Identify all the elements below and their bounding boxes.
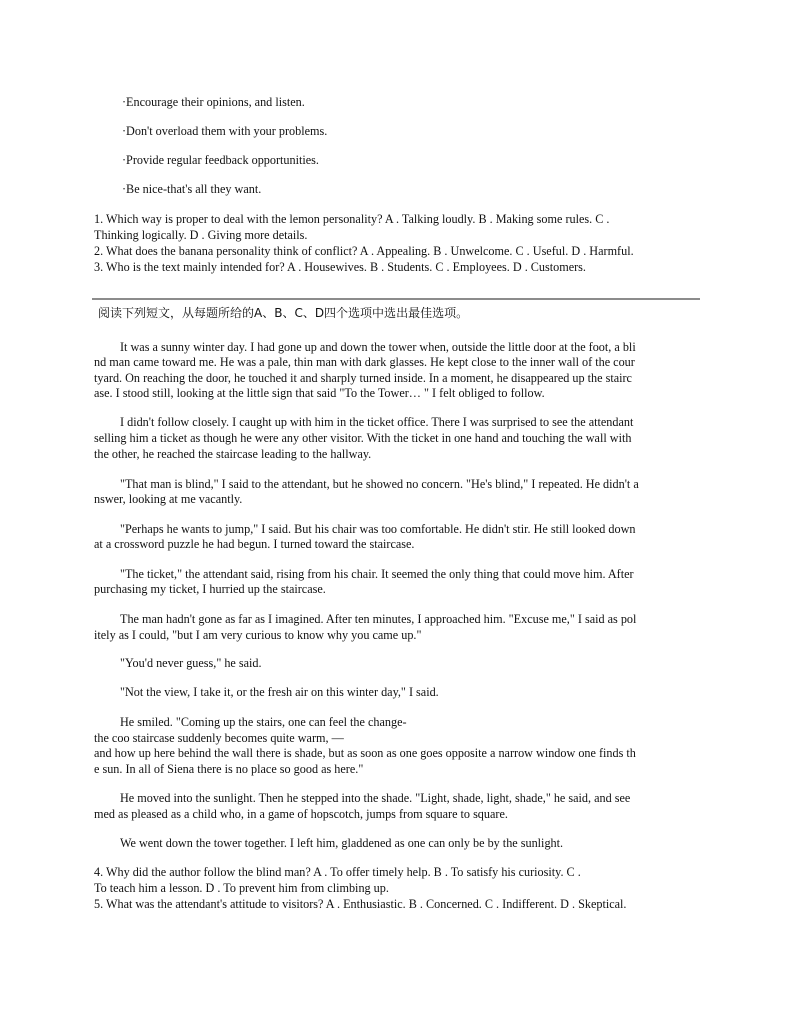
passage-line: itely as I could, "but I am very curious to know why you came up." <box>94 628 422 642</box>
passage-line: at a crossword puzzle he had begun. I turned toward the staircase. <box>94 537 415 551</box>
tip-item: ·Be nice-that's all they want. <box>122 182 262 196</box>
passage-line: The man hadn't gone as far as I imagined. After ten minutes, I approached him. "Excuse me," I said as pol <box>120 612 637 626</box>
passage-line: It was a sunny winter day. I had gone up and down the tower when, outside the little door at the foot, a bli <box>120 340 636 354</box>
question-2: 2. What does the banana personality think of conflict? A . Appealing. B . Unwelcome. C . Useful. D . Harmful. <box>94 244 634 258</box>
passage-line: He smiled. "Coming up the stairs, one can feel the change- <box>120 715 407 729</box>
section-divider <box>92 298 700 300</box>
passage-line: e sun. In all of Siena there is no place so good as here." <box>94 762 364 776</box>
tip-item: ·Encourage their opinions, and listen. <box>122 95 305 109</box>
passage-line: the coo staircase suddenly becomes quite warm, — <box>94 731 344 745</box>
section-instruction: 阅读下列短文，从每题所给的A、B、C、D四个选项中选出最佳选项。 <box>98 306 469 320</box>
passage-line: purchasing my ticket, I hurried up the staircase. <box>94 582 326 596</box>
passage-line: selling him a ticket as though he were any other visitor. With the ticket in one hand and touching the wall with <box>94 431 632 445</box>
passage-line: ase. I stood still, looking at the little sign that said "To the Tower… " I felt obliged to follow. <box>94 386 545 400</box>
question-4-line-1: 4. Why did the author follow the blind man? A . To offer timely help. B . To satisfy his curiosity. C . <box>94 865 581 879</box>
passage-line: the other, he reached the staircase leading to the hallway. <box>94 447 372 461</box>
passage-line: "The ticket," the attendant said, rising from his chair. It seemed the only thing that could move him. After <box>120 567 634 581</box>
tip-item: ·Don't overload them with your problems. <box>122 124 328 138</box>
passage-line: and how up here behind the wall there is shade, but as soon as one goes opposite a narrow window one finds th <box>94 746 636 760</box>
passage-line: "Not the view, I take it, or the fresh air on this winter day," I said. <box>120 685 439 699</box>
question-4-line-2: To teach him a lesson. D . To prevent him from climbing up. <box>94 881 389 895</box>
passage-line: "Perhaps he wants to jump," I said. But his chair was too comfortable. He didn't stir. He still looked down <box>120 522 636 536</box>
passage-line: med as pleased as a child who, in a game of hopscotch, jumps from square to square. <box>94 807 508 821</box>
passage-line: I didn't follow closely. I caught up with him in the ticket office. There I was surprised to see the attendant <box>120 415 634 429</box>
question-1-line-2: Thinking logically. D . Giving more details. <box>94 228 308 242</box>
passage-line: nswer, looking at me vacantly. <box>94 492 243 506</box>
passage-line: He moved into the sunlight. Then he stepped into the shade. "Light, shade, light, shade," he said, and see <box>120 791 631 805</box>
question-3: 3. Who is the text mainly intended for? A . Housewives. B . Students. C . Employees. D . Customers. <box>94 260 586 274</box>
tip-item: ·Provide regular feedback opportunities. <box>122 153 319 167</box>
passage-line: We went down the tower together. I left him, gladdened as one can only be by the sunlight. <box>120 836 564 850</box>
question-1-line-1: 1. Which way is proper to deal with the lemon personality? A . Talking loudly. B . Making some rules. C . <box>94 212 610 226</box>
passage-line: tyard. On reaching the door, he touched it and sharply turned inside. In a moment, he disappeared up the stairc <box>94 371 632 385</box>
question-5: 5. What was the attendant's attitude to visitors? A . Enthusiastic. B . Concerned. C . Indifferent. D . Skeptical. <box>94 897 627 911</box>
passage-line: nd man came toward me. He was a pale, thin man with dark glasses. He kept close to the inner wall of the cour <box>94 355 635 369</box>
passage-line: "You'd never guess," he said. <box>120 656 262 670</box>
passage-line: "That man is blind," I said to the attendant, but he showed no concern. "He's blind," I repeated. He didn't a <box>120 477 639 491</box>
